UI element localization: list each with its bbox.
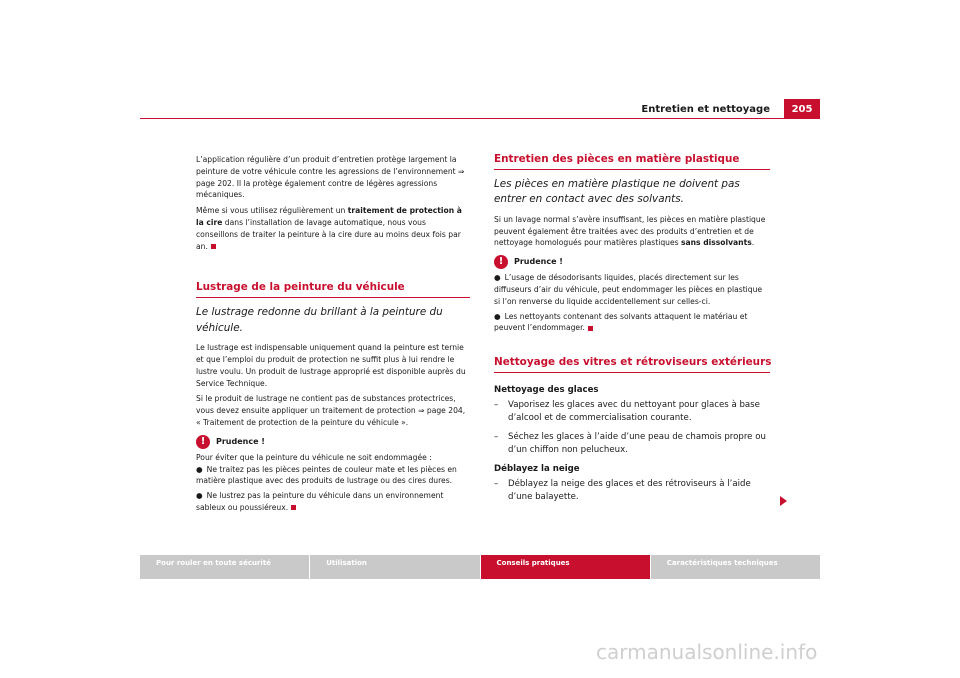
step-text: Séchez les glaces à l’aide d’une peau de chamois propre ou d’un chiffon non pelucheux. bbox=[508, 431, 766, 456]
lead-plastique: Les pièces en matière plastique ne doivent pas entrer en contact avec des solvants. bbox=[494, 177, 740, 206]
plastique-text-a: Si un lavage normal s’avère insuffisant, les pièces en matière plastique peuvent également être traitées avec des produits d’entretien et de nettoyage homologués pour matières plastiques bbox=[494, 214, 766, 248]
list-item bbox=[494, 478, 770, 505]
page-number: 205 bbox=[784, 99, 820, 119]
section-title-plastique: Entretien des pièces en matière plastique bbox=[494, 154, 770, 170]
warning-icon: ! bbox=[494, 255, 508, 269]
footer-tab-caracteristiques[interactable]: Caractéristiques techniques bbox=[651, 555, 820, 579]
bullet-icon: ● bbox=[196, 491, 203, 501]
step-text: Vaporisez les glaces avec du nettoyant pour glaces à base d’alcool et de commercialisation courante. bbox=[508, 399, 760, 424]
end-of-section-icon bbox=[211, 244, 216, 249]
end-of-section-icon bbox=[291, 505, 296, 510]
plastique-text-bold: sans dissolvants bbox=[681, 238, 752, 248]
warning-label: Prudence ! bbox=[514, 257, 563, 267]
list-item bbox=[494, 399, 770, 426]
page-header-title: Entretien et nettoyage bbox=[641, 104, 770, 115]
footer-tab-utilisation[interactable]: Utilisation bbox=[310, 555, 479, 579]
lustrage-paragraph-1: Le lustrage est indispensable uniquement quand la peinture est ternie et que l’emploi du produit de protection ne suffit plus à lui rendre le lustre voulu. Un produit de lustrage approprié est disponible auprès du Service Technique. bbox=[196, 343, 466, 388]
bullet-text: Ne lustrez pas la peinture du véhicule dans un environnement sableux ou poussiéreux. bbox=[196, 491, 444, 512]
wax-text-bold: traitement de protection à la cire bbox=[196, 206, 462, 227]
warning-header bbox=[494, 255, 770, 269]
bullet-icon: ● bbox=[494, 311, 501, 321]
warning-header bbox=[196, 435, 470, 449]
dash-icon: – bbox=[494, 478, 499, 489]
lustrage-paragraph-2: Si le produit de lustrage ne contient pas de substances protectrices, vous devez ensuite appliquer un traitement de protection ⇒ page 204, « Traitement de protection de la peinture du véhicule ». bbox=[196, 394, 466, 427]
list-item bbox=[494, 431, 770, 458]
warning-intro: Pour éviter que la peinture du véhicule ne soit endommagée : bbox=[196, 452, 432, 462]
next-page-arrow-icon[interactable] bbox=[780, 496, 787, 506]
list-item bbox=[494, 272, 770, 307]
warning-icon: ! bbox=[196, 435, 210, 449]
bullet-icon: ● bbox=[494, 273, 501, 283]
list-item bbox=[494, 311, 770, 335]
section-title-lustrage: Lustrage de la peinture du véhicule bbox=[196, 282, 470, 298]
header-rule bbox=[140, 118, 820, 119]
bullet-icon: ● bbox=[196, 464, 203, 474]
watermark: carmanualsonline.info bbox=[596, 640, 818, 664]
subheading-neige: Déblayez la neige bbox=[494, 463, 580, 474]
step-text: Déblayez la neige des glaces et des rétroviseurs à l’aide d’une balayette. bbox=[508, 478, 751, 503]
footer-tab-securite[interactable]: Pour rouler en toute sécurité bbox=[140, 555, 309, 579]
bullet-text: Ne traitez pas les pièces peintes de couleur mate et les pièces en matière plastique avec des produits de lustrage ou des cires dures. bbox=[196, 464, 457, 486]
intro-paragraph: L’application régulière d’un produit d’entretien protège largement la peinture de votre véhicule contre les agressions de l’environnement ⇒ page 202. Il la protège également contre de légères agressions mécaniques. bbox=[196, 155, 465, 200]
left-column bbox=[196, 154, 470, 517]
wax-text-a: Même si vous utilisez régulièrement un bbox=[196, 206, 348, 216]
footer-tab-conseils[interactable]: Conseils pratiques bbox=[481, 555, 650, 579]
bullet-text: Les nettoyants contenant des solvants attaquent le matériau et peuvent l’endommager. bbox=[494, 311, 748, 333]
end-of-section-icon bbox=[588, 326, 593, 331]
footer-nav bbox=[140, 555, 820, 579]
plastique-text-b: . bbox=[751, 238, 755, 248]
list-item bbox=[196, 490, 470, 514]
dash-icon: – bbox=[494, 431, 499, 442]
plastique-paragraph bbox=[494, 214, 770, 249]
dash-icon: – bbox=[494, 399, 499, 410]
subheading-glaces: Nettoyage des glaces bbox=[494, 384, 599, 395]
warning-label: Prudence ! bbox=[216, 436, 265, 446]
right-column bbox=[494, 154, 770, 510]
list-item bbox=[196, 464, 470, 488]
wax-paragraph bbox=[196, 205, 470, 252]
bullet-text: L’usage de désodorisants liquides, placés directement sur les diffuseurs d’air du véhicule, peut endommager les pièces en plastique si l’on renverse du liquide accidentellement sur celles-ci. bbox=[494, 273, 763, 306]
wax-text-b: dans l’installation de lavage automatique, nous vous conseillons de traiter la peinture à la cire dure au moins deux fois par an. bbox=[196, 217, 461, 251]
lead-lustrage: Le lustrage redonne du brillant à la peinture du véhicule. bbox=[196, 306, 443, 334]
section-title-vitres: Nettoyage des vitres et rétroviseurs extérieurs bbox=[494, 357, 770, 373]
